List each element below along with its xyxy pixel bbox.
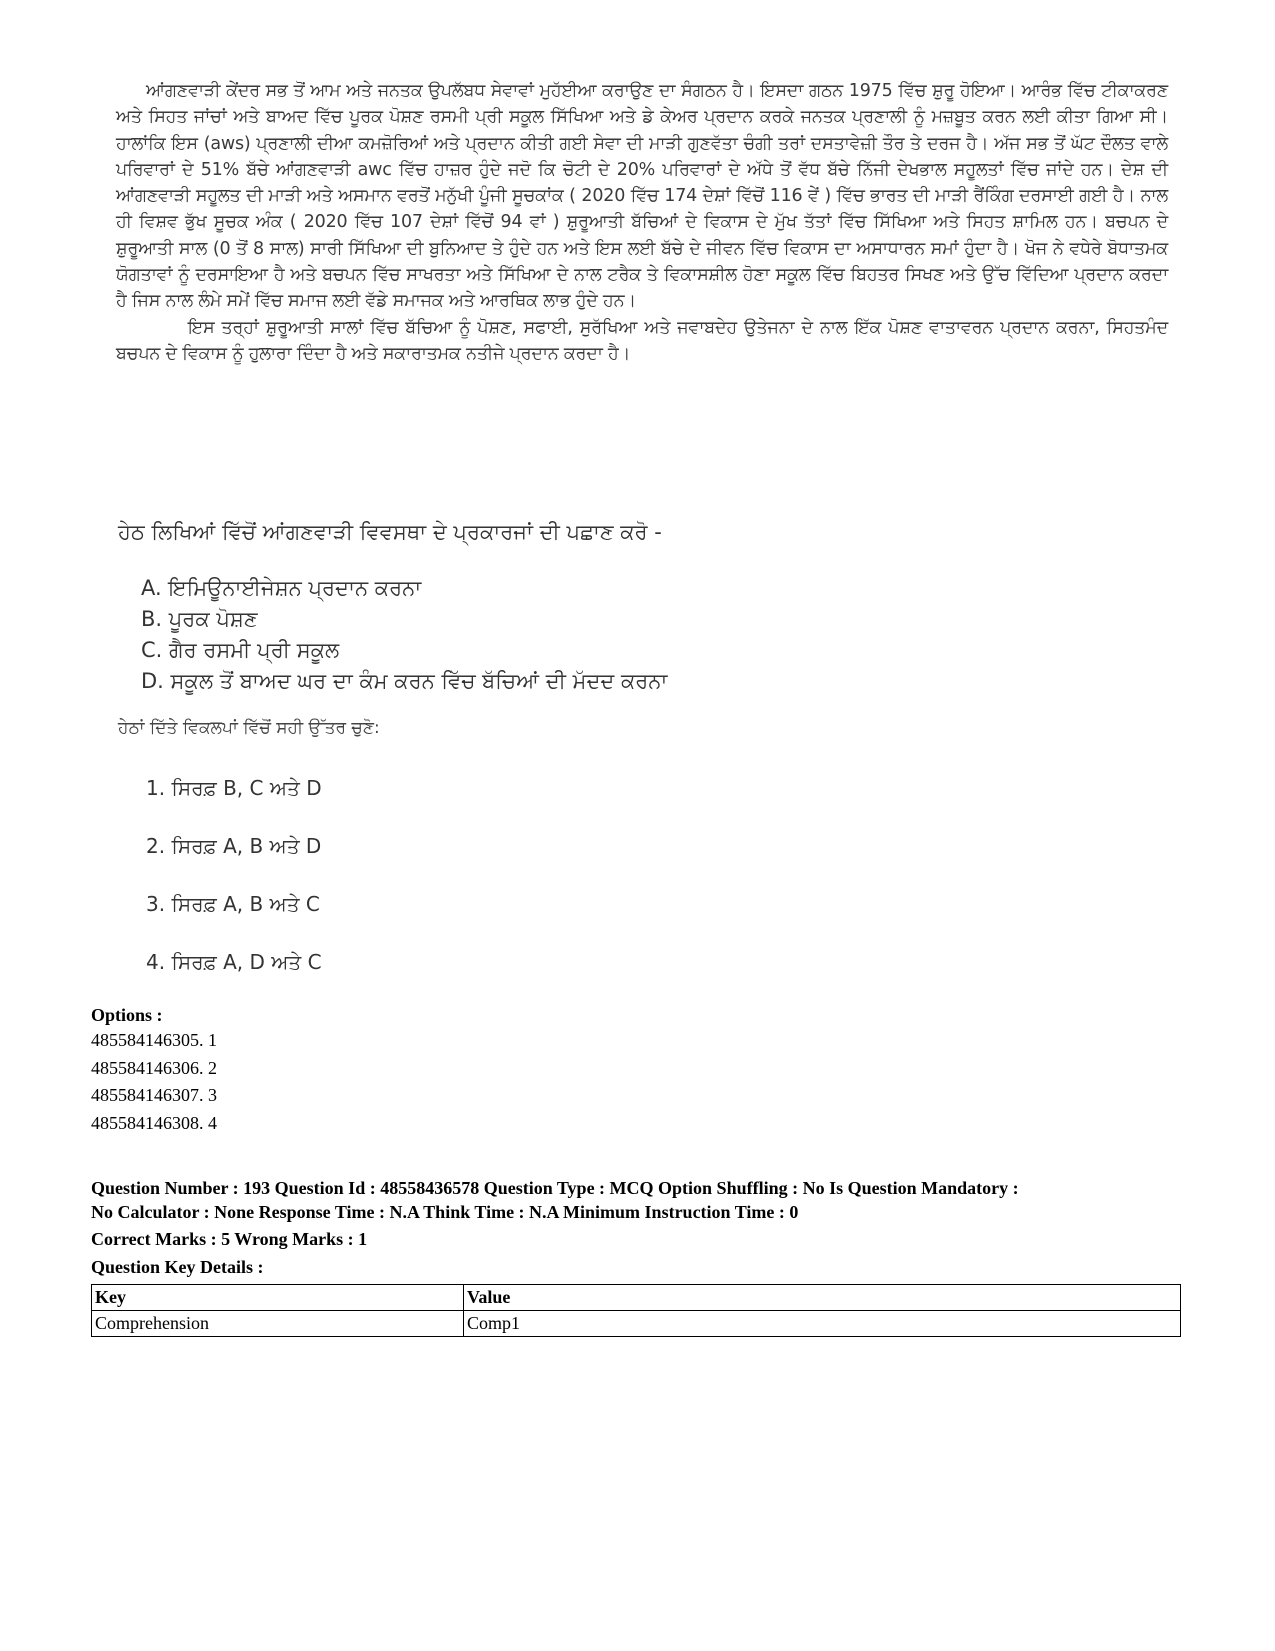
answer-choice-3: 3. ਸਿਰਫ਼ A, B ਅਤੇ C [146, 892, 320, 916]
comprehension-passage [116, 78, 1168, 367]
options-list [91, 1027, 1186, 1137]
key-details-heading: Question Key Details : [91, 1257, 264, 1277]
answer-choice-4: 4. ਸਿਰਫ਼ A, D ਅਤੇ C [146, 950, 322, 974]
choose-prompt: ਹੇਠਾਂ ਦਿੱਤੇ ਵਿਕਲਪਾਂ ਵਿੱਚੋਂ ਸਹੀ ਉੱਤਰ ਚੁਣੋ: [118, 718, 380, 738]
table-header-key: Key [92, 1285, 464, 1311]
options-heading: Options : [91, 1005, 163, 1025]
statement-c: C. ਗੈਰ ਰਸਮੀ ਪ੍ਰੀ ਸਕੂਲ [141, 638, 340, 662]
option-item: 485584146307. 3 [91, 1085, 217, 1105]
question-info [91, 1176, 1191, 1224]
passage-paragraph-1: ਆਂਗਣਵਾੜੀ ਕੇਂਦਰ ਸਭ ਤੋਂ ਆਮ ਅਤੇ ਜਨਤਕ ਉਪਲੱਬਧ ਸੇਵਾਵਾਂ ਮੁਹੱਈਆ ਕਰਾਉਣ ਦਾ ਸੰਗਠਨ ਹੈ। ਇਸਦਾ ਗਠਨ 1975 ਵਿੱਚ ਸ਼ੁਰੂ ਹੋਇਆ। ਆਰੰਭ ਵਿੱਚ ਟੀਕਾਕਰਣ ਅਤੇ ਸਿਹਤ ਜਾਂਚਾਂ ਅਤੇ ਬਾਅਦ ਵਿੱਚ ਪੂਰਕ ਪੋਸ਼ਣ ਰਸਮੀ ਪ੍ਰੀ ਸਕੂਲ ਸਿੱਖਿਆ ਅਤੇ ਡੇ ਕੇਅਰ ਪ੍ਰਦਾਨ ਕਰਕੇ ਜਨਤਕ ਪ੍ਰਣਾਲੀ ਨੂੰ ਮਜ਼ਬੂਤ ਕਰਨ ਲਈ ਕੀਤਾ ਗਿਆ ਸੀ। ਹਾਲਾਂਕਿ ਇਸ (aws) ਪ੍ਰਣਾਲੀ ਦੀਆ ਕਮਜ਼ੋਰਿਆਂ ਅਤੇ ਪ੍ਰਦਾਨ ਕੀਤੀ ਗਈ ਸੇਵਾ ਦੀ ਮਾੜੀ ਗੁਣਵੱਤਾ ਚੰਗੀ ਤਰਾਂ ਦਸਤਾਵੇਜ਼ੀ ਤੌਰ ਤੇ ਦਰਜ ਹੈ। ਅੱਜ ਸਭ ਤੋਂ ਘੱਟ ਦੌਲਤ ਵਾਲੇ ਪਰਿਵਾਰਾਂ ਦੇ 51% ਬੱਚੇ ਆਂਗਣਵਾੜੀ awc ਵਿੱਚ ਹਾਜ਼ਰ ਹੁੰਦੇ ਜਦੋ ਕਿ ਚੋਟੀ ਦੇ 20% ਪਰਿਵਾਰਾਂ ਦੇ ਅੱਧੇ ਤੋਂ ਵੱਧ ਬੱਚੇ ਨਿੱਜੀ ਦੇਖਭਾਲ ਸਹੂਲਤਾਂ ਵਿੱਚ ਜਾਂਦੇ ਹਨ। ਦੇਸ਼ ਦੀ ਆਂਗਣਵਾੜੀ ਸਹੂਲਤ ਦੀ ਮਾੜੀ ਅਤੇ ਅਸਮਾਨ ਵਰਤੋਂ ਮਨੁੱਖੀ ਪੂੰਜੀ ਸੂਚਕਾਂਕ ( 2020 ਵਿੱਚ 174 ਦੇਸ਼ਾਂ ਵਿੱਚੋਂ 116 ਵੇਂ ) ਵਿੱਚ ਭਾਰਤ ਦੀ ਮਾੜੀ ਰੈਂਕਿੰਗ ਦਰਸਾਈ ਗਈ ਹੈ। ਨਾਲ ਹੀ ਵਿਸ਼ਵ ਭੁੱਖ ਸੂਚਕ ਅੰਕ ( 2020 ਵਿੱਚ 107 ਦੇਸ਼ਾਂ ਵਿੱਚੋਂ 94 ਵਾਂ ) ਸ਼ੁਰੂਆਤੀ ਬੱਚਿਆਂ ਦੇ ਵਿਕਾਸ ਦੇ ਮੁੱਖ ਤੱਤਾਂ ਵਿੱਚ ਸਿੱਖਿਆ ਅਤੇ ਸਿਹਤ ਸ਼ਾਮਿਲ ਹਨ। ਬਚਪਨ ਦੇ ਸ਼ੁਰੂਆਤੀ ਸਾਲ (0 ਤੋਂ 8 ਸਾਲ) ਸਾਰੀ ਸਿੱਖਿਆ ਦੀ ਬੁਨਿਆਦ ਤੇ ਹੁੰਦੇ ਹਨ ਅਤੇ ਇਸ ਲਈ ਬੱਚੇ ਦੇ ਜੀਵਨ ਵਿੱਚ ਵਿਕਾਸ ਦਾ ਅਸਾਧਾਰਨ ਸਮਾਂ ਹੁੰਦਾ ਹੈ। ਖੋਜ ਨੇ ਵਧੇਰੇ ਬੋਧਾਤਮਕ ਯੋਗਤਾਵਾਂ ਨੂੰ ਦਰਸਾਇਆ ਹੈ ਅਤੇ ਬਚਪਨ ਵਿੱਚ ਸਾਖਰਤਾ ਅਤੇ ਸਿੱਖਿਆ ਦੇ ਨਾਲ ਟਰੈਕ ਤੇ ਵਿਕਾਸਸ਼ੀਲ ਹੋਣਾ ਸਕੂਲ ਵਿੱਚ ਬਿਹਤਰ ਸਿਖਣ ਅਤੇ ਉੱਚ ਵਿੱਦਿਆ ਪ੍ਰਦਾਨ ਕਰਦਾ ਹੈ ਜਿਸ ਨਾਲ ਲੰਮੇ ਸਮੇਂ ਵਿੱਚ ਸਮਾਜ ਲਈ ਵੱਡੇ ਸਮਾਜਕ ਅਤੇ ਆਰਥਿਕ ਲਾਭ ਹੁੰਦੇ ਹਨ। [116, 81, 1168, 312]
statement-a: A. ਇਮਿਊਨਾਈਜੇਸ਼ਨ ਪ੍ਰਦਾਨ ਕਰਨਾ [141, 576, 422, 600]
option-item: 485584146305. 1 [91, 1030, 217, 1050]
statement-d: D. ਸਕੂਲ ਤੋਂ ਬਾਅਦ ਘਰ ਦਾ ਕੰਮ ਕਰਨ ਵਿੱਚ ਬੱਚਿਆਂ ਦੀ ਮੱਦਦ ਕਰਨਾ [141, 669, 668, 693]
table-header-value: Value [464, 1285, 1181, 1311]
answer-choice-1: 1. ਸਿਰਫ਼ B, C ਅਤੇ D [146, 776, 322, 800]
statement-list [141, 573, 667, 697]
table-cell-value: Comp1 [464, 1311, 1181, 1337]
statement-b: B. ਪੂਰਕ ਪੋਸ਼ਣ [141, 607, 258, 631]
key-details-table [91, 1284, 1181, 1337]
question-prompt: ਹੇਠ ਲਿਖਿਆਂ ਵਿੱਚੋਂ ਆਂਗਣਵਾੜੀ ਵਿਵਸਥਾ ਦੇ ਪ੍ਰਕਾਰਜਾਂ ਦੀ ਪਛਾਣ ਕਰੋ - [118, 520, 662, 544]
option-item: 485584146308. 4 [91, 1112, 217, 1133]
table-header-row [92, 1285, 1181, 1311]
table-cell-key: Comprehension [92, 1311, 464, 1337]
question-info-line-1: Question Number : 193 Question Id : 48558436578 Question Type : MCQ Option Shuffling : No Is Question Mandatory : [91, 1178, 1019, 1198]
marks-line: Correct Marks : 5 Wrong Marks : 1 [91, 1229, 368, 1249]
options-block [91, 1003, 1186, 1137]
passage-paragraph-2: ਇਸ ਤਰ੍ਹਾਂ ਸ਼ੁਰੂਆਤੀ ਸਾਲਾਂ ਵਿੱਚ ਬੱਚਿਆ ਨੂੰ ਪੋਸ਼ਣ, ਸਫਾਈ, ਸੁਰੱਖਿਆ ਅਤੇ ਜਵਾਬਦੇਹ ਉਤੇਜਨਾ ਦੇ ਨਾਲ ਇੱਕ ਪੋਸ਼ਣ ਵਾਤਾਵਰਨ ਪ੍ਰਦਾਨ ਕਰਨਾ, ਸਿਹਤਮੰਦ ਬਚਪਨ ਦੇ ਵਿਕਾਸ ਨੂੰ ਹੁਲਾਰਾ ਦਿੰਦਾ ਹੈ ਅਤੇ ਸਕਾਰਾਤਮਕ ਨਤੀਜੇ ਪ੍ਰਦਾਨ ਕਰਦਾ ਹੈ। [116, 317, 1168, 364]
table-row [92, 1311, 1181, 1337]
answer-choice-list [146, 768, 322, 1000]
answer-choice-2: 2. ਸਿਰਫ਼ A, B ਅਤੇ D [146, 834, 322, 858]
question-info-line-2: No Calculator : None Response Time : N.A Think Time : N.A Minimum Instruction Time : 0 [91, 1202, 799, 1222]
option-item: 485584146306. 2 [91, 1057, 217, 1078]
